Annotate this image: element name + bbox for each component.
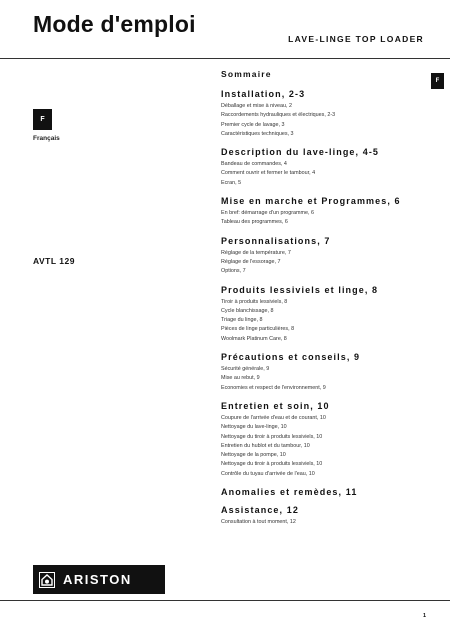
toc-section-title: Entretien et soin, 10 bbox=[221, 400, 330, 411]
toc-entry: En bref: démarrage d'un programme, 6 bbox=[221, 210, 315, 217]
toc-entry: Bandeau de commandes, 4 bbox=[221, 161, 287, 168]
toc-section-title: Installation, 2-3 bbox=[221, 89, 306, 99]
toc-section bbox=[221, 147, 426, 188]
brand-logo bbox=[33, 565, 165, 594]
toc-entry: Pièces de linge particulières, 8 bbox=[221, 326, 295, 333]
brand-name: ARISTON bbox=[63, 572, 132, 587]
toc-entry: Comment ouvrir et fermer le tambour, 4 bbox=[221, 170, 316, 177]
toc-entry: Nettoyage du lave-linge, 10 bbox=[221, 424, 287, 431]
toc-section-title: Précautions et conseils, 9 bbox=[221, 352, 361, 363]
toc-entry: Consultation à tout moment, 12 bbox=[221, 519, 296, 526]
toc-entry: Raccordements hydrauliques et électriques, 2-3 bbox=[221, 112, 336, 119]
table-of-contents bbox=[221, 69, 426, 535]
toc-entry: Cycle blanchissage, 8 bbox=[221, 307, 274, 314]
toc-sections bbox=[221, 89, 426, 527]
toc-entry: Nettoyage de la pompe, 10 bbox=[221, 452, 286, 459]
toc-section bbox=[221, 487, 426, 497]
page-title: Mode d'emploi bbox=[33, 11, 196, 37]
header-divider bbox=[0, 58, 450, 59]
toc-entry: Réglage de la température, 7 bbox=[221, 249, 291, 256]
toc-section bbox=[221, 89, 426, 139]
toc-section-title: Assistance, 12 bbox=[221, 505, 299, 516]
toc-entry: Woolmark Platinum Care, 8 bbox=[221, 335, 287, 342]
page-number: 1 bbox=[423, 613, 427, 619]
toc-entry: Nettoyage du tiroir à produits lessiviels, 10 bbox=[221, 433, 323, 440]
toc-section bbox=[221, 505, 426, 527]
ariston-house-icon bbox=[39, 572, 55, 588]
toc-entry: Triage du linge, 8 bbox=[221, 317, 263, 324]
toc-section-title: Produits lessiviels et linge, 8 bbox=[221, 284, 379, 295]
toc-entry: Coupure de l'arrivée d'eau et de courant, 10 bbox=[221, 414, 326, 421]
toc-heading: Sommaire bbox=[221, 69, 272, 79]
model-number: AVTL 129 bbox=[33, 256, 75, 266]
language-tab bbox=[431, 73, 444, 89]
language-tab-code: F bbox=[435, 78, 440, 84]
language-badge bbox=[33, 109, 52, 130]
toc-section-title: Description du lave-linge, 4-5 bbox=[221, 147, 380, 158]
toc-section bbox=[221, 196, 426, 228]
toc-entry: Déballage et mise à niveau, 2 bbox=[221, 103, 293, 109]
language-code: F bbox=[40, 116, 45, 123]
toc-entry: Mise au rebut, 9 bbox=[221, 375, 260, 382]
toc-entry: Tableau des programmes, 6 bbox=[221, 219, 288, 226]
toc-entry: Contrôle du tuyau d'arrivée de l'eau, 10 bbox=[221, 470, 315, 477]
toc-entry: Nettoyage du tiroir à produits lessiviels, 10 bbox=[221, 461, 323, 468]
product-subtitle: LAVE-LINGE TOP LOADER bbox=[288, 34, 424, 44]
toc-section bbox=[221, 236, 426, 277]
footer-divider bbox=[0, 600, 450, 601]
toc-section-title: Personnalisations, 7 bbox=[221, 235, 331, 246]
toc-section-title: Anomalies et remèdes, 11 bbox=[221, 487, 358, 498]
toc-entry: Sécurité générale, 9 bbox=[221, 366, 270, 373]
toc-section bbox=[221, 352, 426, 393]
language-label: Français bbox=[33, 135, 60, 142]
toc-section bbox=[221, 285, 426, 344]
toc-section bbox=[221, 401, 426, 479]
toc-entry: Economies et respect de l'environnement, 9 bbox=[221, 384, 326, 391]
toc-entry: Caractéristiques techniques, 3 bbox=[221, 130, 294, 137]
toc-entry: Réglage de l'essorage, 7 bbox=[221, 258, 281, 265]
toc-entry: Options, 7 bbox=[221, 268, 246, 275]
toc-entry: Entretien du hublot et du tambour, 10 bbox=[221, 442, 310, 449]
toc-entry: Ecran, 5 bbox=[221, 179, 242, 186]
toc-entry: Premier cycle de lavage, 3 bbox=[221, 121, 285, 128]
toc-section-title: Mise en marche et Programmes, 6 bbox=[221, 196, 401, 207]
toc-entry: Tiroir à produits lessiviels, 8 bbox=[221, 298, 288, 305]
